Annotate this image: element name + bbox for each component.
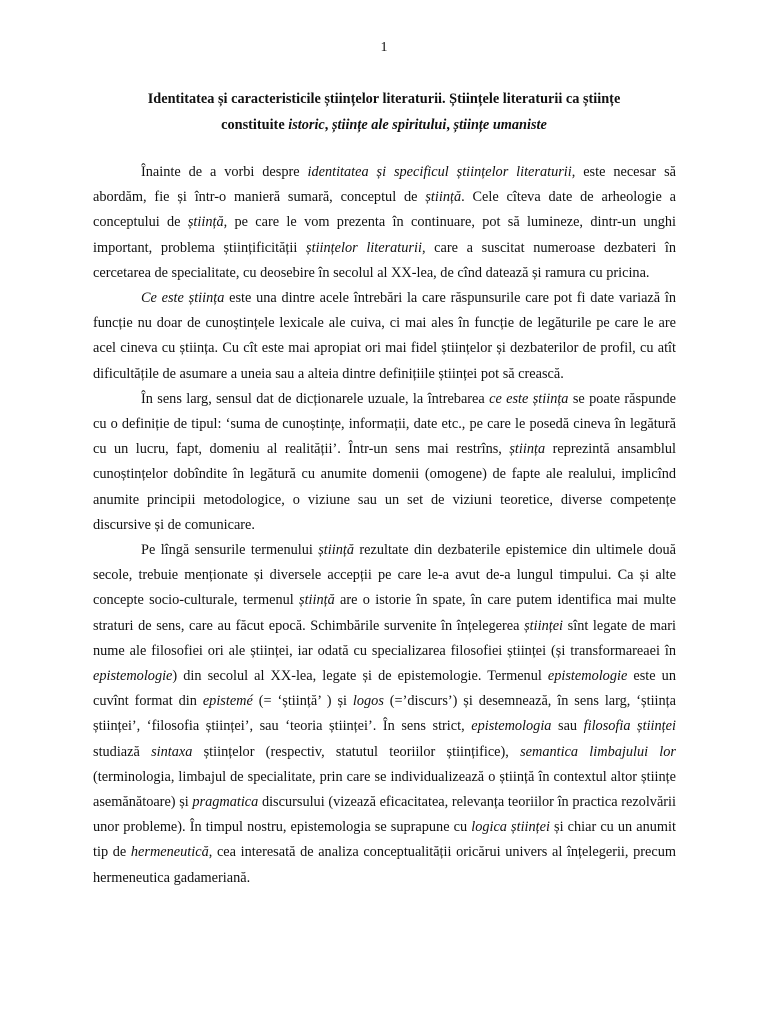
italic-text: științei [524, 617, 564, 634]
paragraph-text: (= ‘știință’ ) și [252, 693, 353, 710]
paragraph-text: rezultate din dezbaterile epistemice din ultimele două secole, trebuie menționate și diversele accepții pe care le-a avut de-a lungul timpului. Ca și alte concepte socio-culturale, termenul [93, 542, 676, 609]
italic-text: știință [299, 592, 335, 609]
paragraph-text: reprezintă ansamblul cunoștințelor dobîndite în legătură cu anumite domenii (omogene) de fapte ale realului, implicînd anumite principii metodologice, o viziune sau un set de viziuni teoretice, diverse competențe discursive și de comunicare. [93, 441, 676, 533]
title-stiinte-ale-spiritului: științe ale spiritului [331, 117, 447, 133]
italic-text: știința [509, 441, 546, 458]
italic-text: științelor literaturii [306, 239, 422, 256]
paragraph-text: este un cuvînt format din [93, 668, 676, 710]
paragraph-text: , este necesar să abordăm, fie și într-o manieră sumară, conceptul de [93, 164, 676, 206]
italic-text: identitatea și specificul științelor literaturii [307, 164, 572, 180]
title-comma-2: , [446, 117, 454, 133]
italic-text: semantica limbajului lor [520, 743, 676, 760]
paragraph-text: și chiar cu un anumit tip de [93, 819, 676, 861]
italic-text: epistemé [202, 693, 253, 710]
document-body [93, 160, 676, 891]
italic-text: epistemologie [547, 668, 628, 685]
paragraph-text: este una dintre acele întrebări la care răspunsurile care pot fi date variază în funcție nu doar de cunoștințele lexicale ale cuiva, ci mai ales în funcție de legăturile pe care le are acel cineva cu știința. Cu cît este mai apropiat ori mai fidel științelor și dezbaterilor de profil, cu atît dificultățile de asumare a uneia sau a alteia dintre definițiile științei pot să crească. [93, 290, 677, 382]
italic-text: logos [352, 693, 384, 710]
italic-text: știință [187, 214, 224, 231]
paragraph-text: studiază [93, 743, 152, 760]
paragraph-text: Pe lîngă sensurile termenului [141, 542, 319, 559]
body-paragraph [93, 538, 676, 891]
paragraph-text: discursului (vizează eficacitatea, relevanța teoriilor în practica rezolvării unor probleme). În timpul nostru, epistemologia se suprapune cu [93, 794, 676, 836]
paragraph-text: științelor (respectiv, statutul teoriilor științifice), [192, 743, 521, 760]
body-paragraph [93, 160, 676, 286]
body-paragraph [93, 286, 676, 387]
italic-text: ce este știința [489, 390, 569, 407]
paragraph-text: sau [551, 718, 584, 735]
italic-text: știință [318, 542, 354, 559]
paragraph-text: . Cele cîteva date de arheologie a conceptului de [93, 189, 676, 231]
paragraph-text: se poate răspunde cu o definiție de tipul: ‘suma de cunoștințe, informații, date etc., pe care le posedă cineva în legătură cu un lucru, fapt, domeniu al realității’. Într-un sens mai restrîns, [93, 390, 676, 458]
italic-text: logica științei [471, 819, 550, 836]
title-line-2-prefix: constituite [221, 117, 289, 133]
italic-text: știință [425, 189, 462, 206]
page-number: 1 [380, 40, 388, 55]
paragraph-text: Înainte de a vorbi despre [141, 164, 308, 180]
title-line-1: Identitatea și caracteristicile științelor literaturii. Științele literaturii ca științe [147, 91, 621, 107]
paragraph-text: (=’discurs’) și desemnează, în sens larg, ‘știința științei’, ‘filosofia științei’, sau ‘teoria științei’. În sens strict, [93, 693, 676, 735]
paragraph-text: , cea interesată de analiza conceptualității oricărui univers al înțelegerii, precum hermeneutica gadameriană. [93, 844, 676, 886]
paragraph-text: ) din secolul al XX-lea, legate și de epistemologie. Termenul [172, 668, 548, 685]
paragraph-text: sînt legate de mari nume ale filosofiei ori ale științei, iar odată cu specializarea filosofiei științei (și transformareaei în [93, 617, 676, 659]
body-paragraph [93, 387, 676, 538]
italic-text: filosofia științei [583, 718, 676, 735]
italic-text: Ce este știința [141, 290, 225, 307]
italic-text: hermeneutică [130, 844, 209, 861]
title-stiinte-umaniste: științe umaniste [453, 117, 547, 133]
title-istoric: istoric [288, 117, 325, 133]
italic-text: sintaxa [151, 743, 193, 760]
document-title [100, 86, 668, 138]
paragraph-text: , pe care le vom prezenta în continuare, pot să lumineze, dintr-un unghi important, problema științificității [93, 214, 676, 256]
paragraph-text: (terminologia, limbajul de specialitate, prin care se individualizează o știință în contextul altor științe asemănătoare) și [93, 768, 676, 811]
paragraph-text: În sens larg, sensul dat de dicționarele uzuale, la întrebarea [141, 390, 490, 407]
paragraph-text: , care a suscitat numeroase dezbateri în cercetarea de specialitate, cu deosebire în secolul al XX-lea, de cînd datează și ramura cu pricina. [93, 239, 676, 281]
title-line-2 [100, 112, 668, 138]
italic-text: epistemologie [93, 668, 173, 685]
title-comma-1: , [324, 117, 332, 133]
paragraph-text: are o istorie în spate, în care putem identifica mai multe straturi de sens, care au făcut epocă. Schimbările survenite în înțelegerea [93, 592, 676, 634]
italic-text: epistemologia [471, 718, 552, 735]
italic-text: pragmatica [192, 794, 259, 811]
